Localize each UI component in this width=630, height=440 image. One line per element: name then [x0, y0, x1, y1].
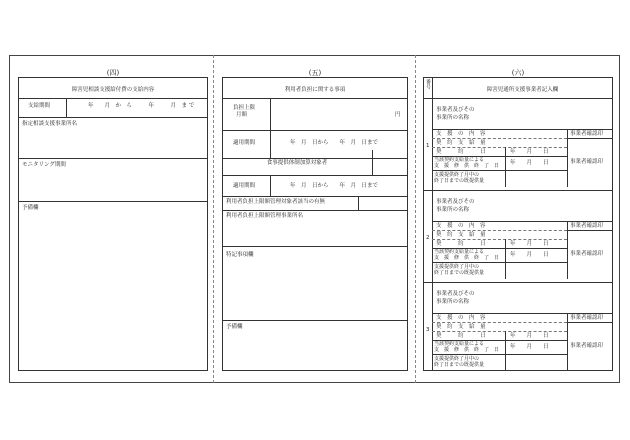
panel-5-label: (五) [308, 69, 322, 77]
contract-date-label: 契 約 日 [436, 333, 486, 339]
block-divider [423, 98, 613, 99]
balance-label-2: 終了日までの既提供量 [434, 270, 485, 276]
end-date-label-1: 当該契約支給量による [434, 341, 485, 347]
yen-unit: 円 [395, 112, 401, 118]
provider-name-label-1: 事業者及びその [436, 107, 475, 113]
amount-label: 契 約 支 給 量 [436, 140, 486, 146]
provider-confirm-stamp-label: 事業者確認印 [570, 223, 604, 229]
panel-5-title: 利用者負担に関する事項 [284, 87, 346, 93]
provider-confirm-stamp-label: 事業者確認印 [570, 343, 604, 349]
end-date-value: 年 月 日 [510, 160, 549, 166]
service-label: 支 援 の 内 容 [436, 223, 486, 229]
provider-name-label-2: 事業所の名称 [436, 299, 470, 305]
meal-label: 食事提供体制加算対象者 [266, 160, 328, 166]
apply-label-2: 適用期間 [233, 183, 256, 189]
apply-value-2: 年 月 日から 年 月 日まで [290, 183, 379, 189]
block-number: 2 [426, 235, 430, 241]
contract-date-label: 契 約 日 [436, 241, 486, 247]
fold-line-right [415, 55, 416, 383]
block-divider [423, 282, 613, 283]
amount-label: 契 約 支 給 量 [436, 324, 486, 330]
provider-name-label-2: 事業所の名称 [436, 207, 470, 213]
end-date-label-1: 当該契約支給量による [434, 157, 485, 163]
limit-label-2: 月額 [236, 112, 248, 118]
remarks-label-5: 予備欄 [226, 324, 243, 330]
provider-name-label-1: 事業者及びその [436, 199, 475, 205]
block-number: 1 [426, 143, 430, 149]
apply-value: 年 月 日から 年 月 日まで [290, 140, 379, 146]
provider-confirm-stamp-label: 事業者確認印 [570, 315, 604, 321]
provider-confirm-stamp-label: 事業者確認印 [570, 131, 604, 137]
contract-date-value: 年 月 日 [510, 333, 549, 339]
panel-4-label: (四) [106, 69, 120, 77]
special-label: 特記事項欄 [226, 252, 254, 258]
contract-date-value: 年 月 日 [510, 241, 549, 247]
end-date-value: 年 月 日 [510, 252, 549, 258]
balance-label-1: 支援提供終了月中の [434, 356, 480, 362]
remarks-label-4: 予備欄 [22, 205, 39, 211]
fold-line-left [213, 55, 214, 383]
provider-name-label-1: 事業者及びその [436, 291, 475, 297]
service-label: 支 援 の 内 容 [436, 315, 486, 321]
period-label: 支給期間 [28, 103, 51, 109]
end-date-label-2: 支 援 修 供 終 了 日 [434, 347, 500, 353]
balance-label-1: 支援提供終了月中の [434, 172, 480, 178]
provider-label: 指定相談支援事業所名 [22, 121, 78, 127]
panel-6-label: (六) [511, 69, 525, 77]
mgmt-provider-label: 利用者負担上限額管理事業所名 [226, 213, 304, 219]
balance-label-2: 終了日までの既提供量 [434, 362, 485, 368]
contract-date-value: 年 月 日 [510, 149, 549, 155]
panel-6-title: 障害児通所支援事業者記入欄 [486, 87, 559, 93]
contract-date-label: 契 約 日 [436, 149, 486, 155]
provider-confirm-stamp-label: 事業者確認印 [570, 251, 604, 257]
apply-label: 適用期間 [233, 140, 256, 146]
end-date-label-2: 支 援 修 供 終 了 日 [434, 163, 500, 169]
number-header: 番号 [425, 79, 431, 89]
period-value: 年 月 か ら 年 月 ま で [88, 103, 195, 109]
mgmt-target-label: 利用者負担上限額管理対象者該当の有無 [226, 199, 326, 205]
monitoring-label: モニタリング期間 [22, 162, 66, 168]
balance-label-2: 終了日までの既提供量 [434, 178, 485, 184]
end-date-label-1: 当該契約支給量による [434, 249, 485, 255]
panel-5-table [222, 77, 408, 371]
limit-label-1: 負担上限 [233, 105, 256, 111]
panel-4-title: 障害児相談支援給付費の支給内容 [71, 87, 155, 93]
balance-label-1: 支援提供終了月中の [434, 264, 480, 270]
service-label: 支 援 の 内 容 [436, 131, 486, 137]
provider-confirm-stamp-label: 事業者確認印 [570, 159, 604, 165]
provider-name-label-2: 事業所の名称 [436, 115, 470, 121]
end-date-label-2: 支 援 修 供 終 了 日 [434, 255, 500, 261]
block-number: 3 [426, 327, 430, 333]
end-date-value: 年 月 日 [510, 344, 549, 350]
block-divider [423, 190, 613, 191]
amount-label: 契 約 支 給 量 [436, 232, 486, 238]
